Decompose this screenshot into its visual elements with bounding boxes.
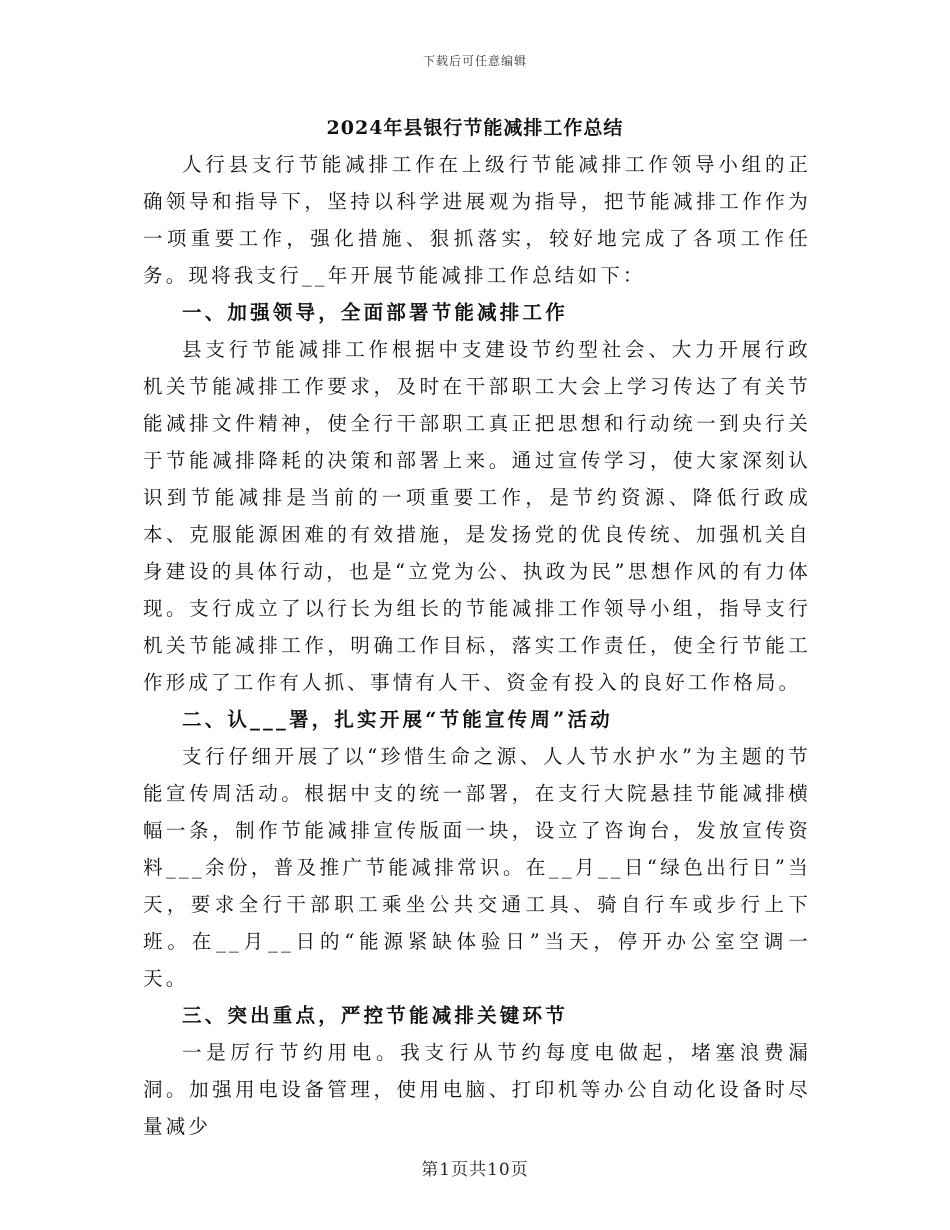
page-header-note: 下载后可任意编辑 bbox=[422, 54, 527, 68]
intro-paragraph: 人行县支行节能减排工作在上级行节能减排工作领导小组的正确领导和指导下，坚持以科学进展观为指导，把节能减排工作作为一项重要工作，强化措施、狠抓落实，较好地完成了各项工作任务。现将我支行__年开展节能减排工作总结如下： bbox=[143, 153, 811, 287]
document-title: 2024年县银行节能减排工作总结 bbox=[326, 117, 624, 139]
section-3-heading: 三、突出重点，严控节能减排关键环节 bbox=[182, 1004, 568, 1027]
section-2-paragraph: 支行仔细开展了以“珍惜生命之源、人人节水护水”为主题的节能宣传周活动。根据中支的统一部署，在支行大院悬挂节能减排横幅一条，制作节能减排宣传版面一块，设立了咨询台，发放宣传资料___余份，普及推广节能减排常识。在__月__日“绿色出行日”当天，要求全行干部职工乘坐公共交通工具、骑自行车或步行上下班。在__月__日的“能源紧缺体验日”当天，停开办公室空调一天。 bbox=[143, 745, 811, 990]
section-1-paragraph: 县支行节能减排工作根据中支建设节约型社会、大力开展行政机关节能减排工作要求，及时在干部职工大会上学习传达了有关节能减排文件精神，使全行干部职工真正把思想和行动统一到央行关于节能减排降耗的决策和部署上来。通过宣传学习，使大家深刻认识到节能减排是当前的一项重要工作，是节约资源、降低行政成本、克服能源困难的有效措施，是发扬党的优良传统、加强机关自身建设的具体行动，也是“立党为公、执政为民”思想作风的有力体现。支行成立了以行长为组长的节能减排工作领导小组，指导支行机关节能减排工作，明确工作目标，落实工作责任，使全行节能工作形成了工作有人抓、事情有人干、资金有投入的良好工作格局。 bbox=[143, 338, 811, 694]
section-1-heading: 一、加强领导，全面部署节能减排工作 bbox=[182, 301, 568, 324]
section-2-heading: 二、认___署，扎实开展“节能宣传周”活动 bbox=[182, 708, 613, 731]
page-number-footer: 第1页共10页 bbox=[421, 1160, 529, 1180]
section-3-paragraph: 一是厉行节约用电。我支行从节约每度电做起，堵塞浪费漏洞。加强用电设备管理，使用电脑、打印机等办公自动化设备时尽量减少 bbox=[143, 1041, 811, 1138]
document-body bbox=[143, 146, 811, 1145]
